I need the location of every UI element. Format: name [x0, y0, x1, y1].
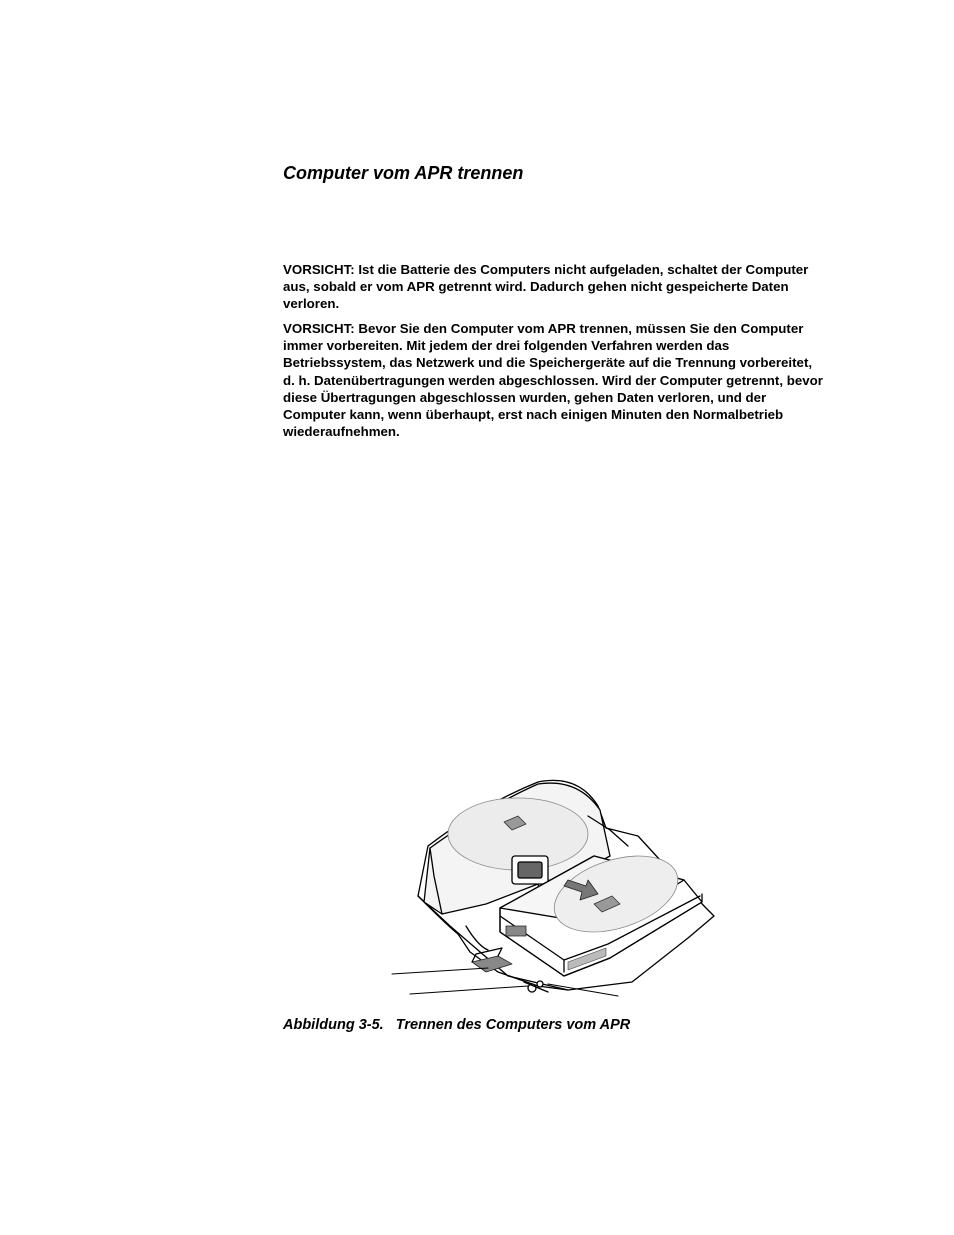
- caution-undock-prepare: VORSICHT: Bevor Sie den Computer vom APR trennen, müssen Sie den Computer immer vorbereiten. Mit jedem der drei folgenden Verfahren werden das Betriebssystem, das Netzwerk und die Speichergeräte auf die Trennung vorbereitet, d. h. Datenübertragungen werden abgeschlossen. Wird der Computer getrennt, bevor diese Übertragungen abgeschlossen wurden, gehen Daten verloren, und der Computer kann, wenn überhaupt, erst nach einigen Minuten den Normalbetrieb wiederaufnehmen.: [283, 321, 823, 440]
- undock-illustration: [388, 776, 728, 1002]
- figure-caption: Abbildung 3-5. Trennen des Computers vom APR: [283, 1017, 631, 1033]
- callout-line-key-lock: [410, 986, 528, 994]
- section-heading: Computer vom APR trennen: [283, 163, 524, 183]
- caution-battery: VORSICHT: Ist die Batterie des Computers nicht aufgeladen, schaltet der Computer aus, sobald er vom APR getrennt wird. Dadurch gehen nicht gespeicherte Daten verloren.: [283, 262, 809, 312]
- callout-line-release-lever: [392, 968, 488, 974]
